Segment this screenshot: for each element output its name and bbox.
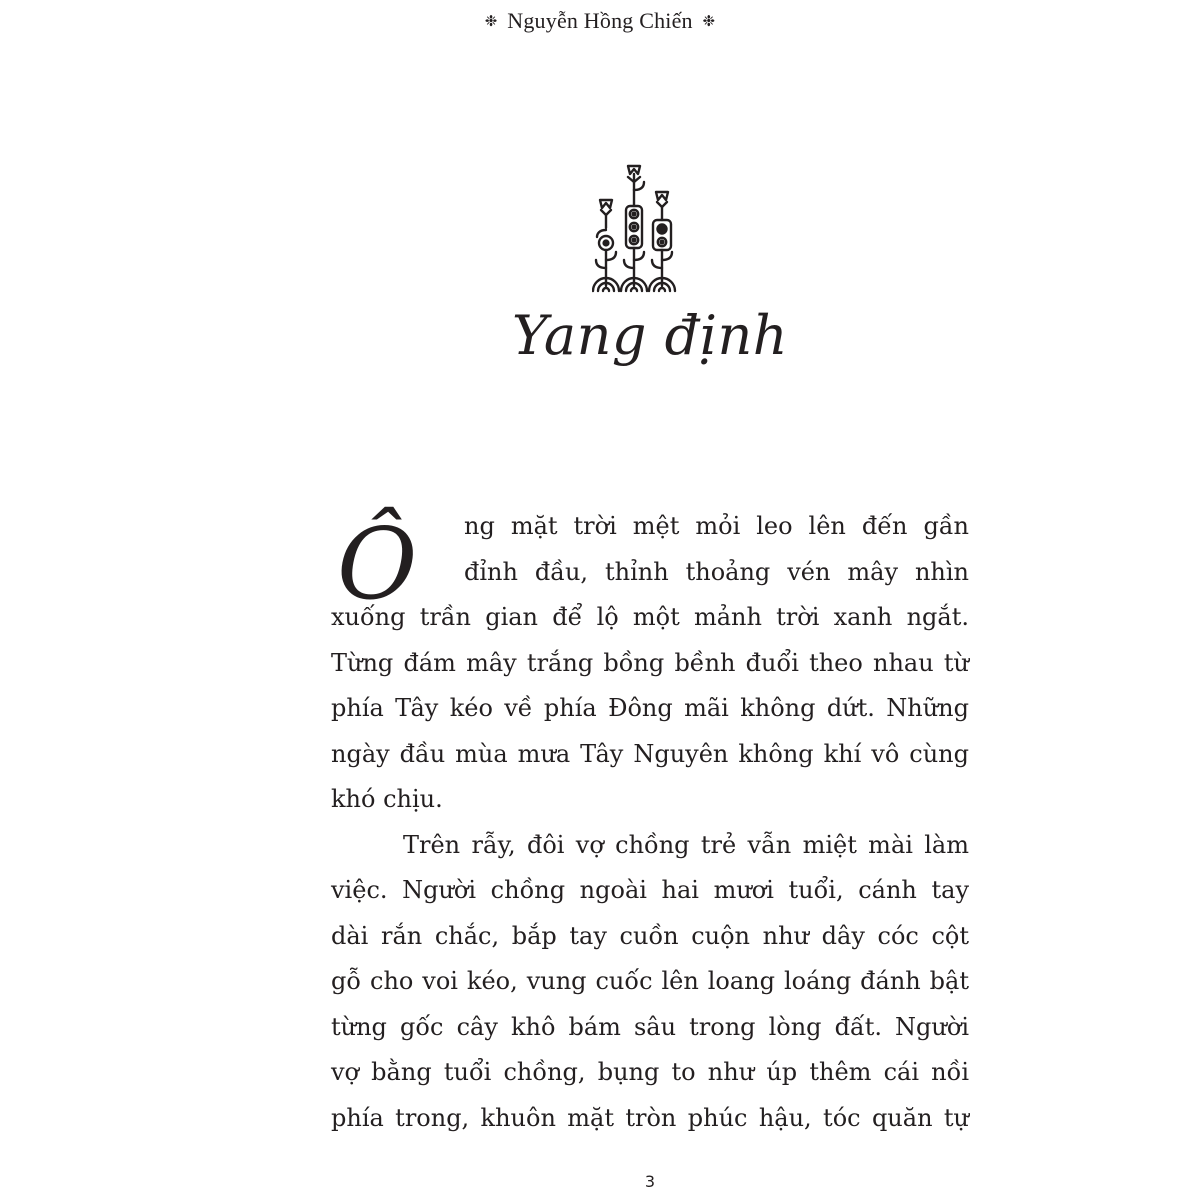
text-line: từng gốc cây khô bám sâu trong lòng đất. Người <box>331 1012 969 1041</box>
text-line: việc. Người chồng ngoài hai mươi tuổi, cánh tay <box>331 876 969 904</box>
drop-cap: Ô <box>337 508 418 622</box>
text-line: ng mặt trời mệt mỏi leo lên đến gần <box>464 512 969 540</box>
text-line: đỉnh đầu, thỉnh thoảng vén mây nhìn <box>464 557 969 586</box>
body-text <box>331 504 969 1141</box>
three-flowers-ornament-icon <box>592 160 692 295</box>
text-line: Từng đám mây trắng bồng bềnh đuổi theo nhau từ <box>331 648 969 677</box>
text-line: phía trong, khuôn mặt tròn phúc hậu, tóc quăn tự <box>331 1103 969 1132</box>
text-line: khó chịu. <box>331 785 443 813</box>
asterism-left-icon: ❉ <box>484 14 498 30</box>
chapter-title: Yang định <box>511 304 789 367</box>
asterism-right-icon: ❉ <box>702 14 716 30</box>
running-header <box>0 8 1200 34</box>
text-line: xuống trần gian để lộ một mảnh trời xanh ngắt. <box>331 603 969 631</box>
right-flower-icon <box>649 192 675 291</box>
text-line: phía Tây kéo về phía Đông mãi không dứt. Những <box>331 694 969 722</box>
text-line: vợ bằng tuổi chồng, bụng to như úp thêm cái nồi <box>331 1058 969 1086</box>
text-line: Trên rẫy, đôi vợ chồng trẻ vẫn miệt mài làm <box>403 830 969 859</box>
middle-flower-icon <box>621 166 647 291</box>
text-line: ngày đầu mùa mưa Tây Nguyên không khí vô cùng <box>331 739 969 768</box>
author-name: Nguyễn Hồng Chiến <box>507 8 693 33</box>
page-number: 3 <box>644 1172 656 1191</box>
left-flower-icon <box>593 200 619 291</box>
text-line: gỗ cho voi kéo, vung cuốc lên loang loáng đánh bật <box>331 967 969 995</box>
text-line: dài rắn chắc, bắp tay cuồn cuộn như dây cóc cột <box>331 921 969 950</box>
